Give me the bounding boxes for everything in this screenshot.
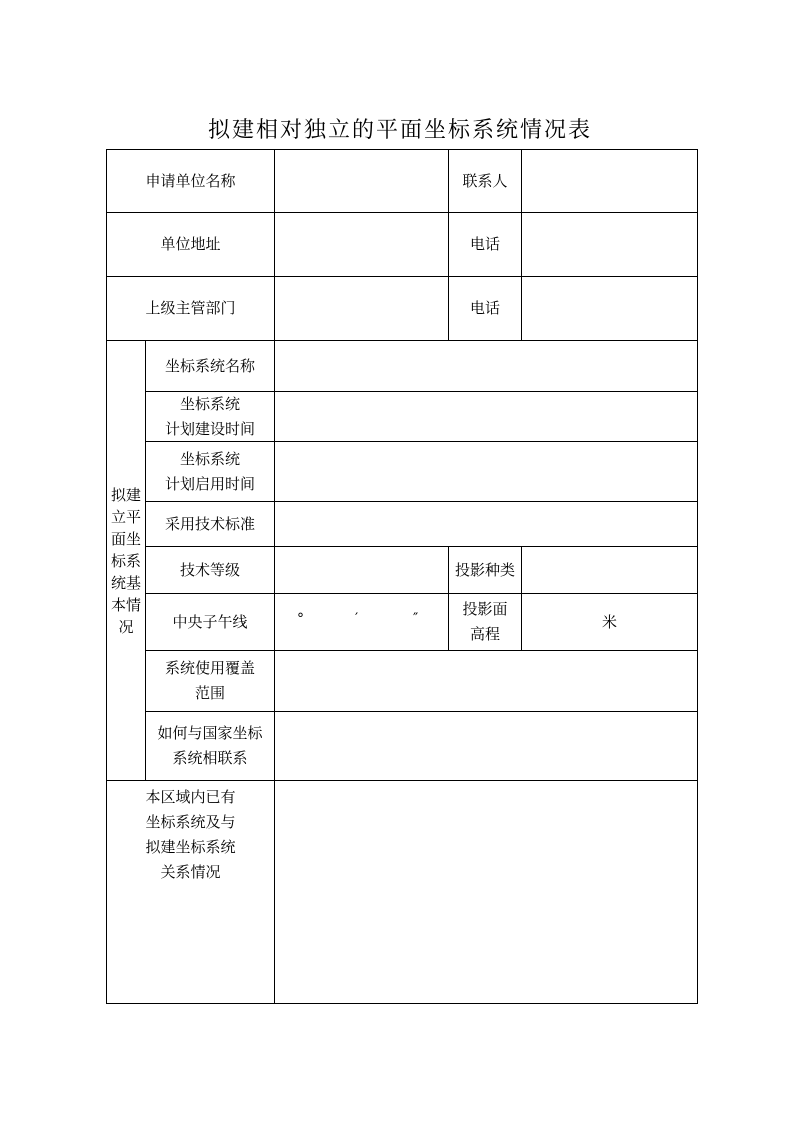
second-mark: ″ — [413, 611, 419, 627]
projection-type-field[interactable] — [521, 546, 698, 594]
superior-phone-field[interactable] — [521, 276, 698, 341]
central-meridian-field[interactable] — [274, 593, 449, 651]
superior-department-label: 上级主管部门 — [106, 276, 275, 341]
technical-grade-field[interactable] — [274, 546, 449, 594]
planned-build-time-label: 坐标系统 计划建设时间 — [145, 391, 275, 442]
form-title: 拟建相对独立的平面坐标系统情况表 — [207, 118, 592, 143]
national-link-field[interactable] — [274, 711, 698, 781]
basic-info-section-label: 拟建 立平 面坐 标系 统基 本情 况 — [106, 340, 146, 781]
superior-phone-label: 电话 — [448, 276, 522, 341]
degree-mark: ° — [297, 611, 304, 627]
technical-standard-label: 采用技术标准 — [145, 501, 275, 547]
coordinate-system-form — [106, 149, 698, 1004]
coordinate-system-name-label: 坐标系统名称 — [145, 340, 275, 392]
existing-systems-label: 本区域内已有 坐标系统及与 拟建坐标系统 关系情况 — [106, 780, 275, 1004]
coordinate-system-name-field[interactable] — [274, 340, 698, 392]
planned-enable-time-field[interactable] — [274, 441, 698, 502]
unit-address-field[interactable] — [274, 212, 449, 277]
contact-person-label: 联系人 — [448, 149, 522, 213]
phone-field[interactable] — [521, 212, 698, 277]
technical-grade-label: 技术等级 — [145, 546, 275, 594]
planned-enable-time-label: 坐标系统 计划启用时间 — [145, 441, 275, 502]
phone-label: 电话 — [448, 212, 522, 277]
unit-address-label: 单位地址 — [106, 212, 275, 277]
existing-systems-field[interactable] — [274, 780, 698, 1004]
contact-person-field[interactable] — [521, 149, 698, 213]
projection-type-label: 投影种类 — [448, 546, 522, 594]
planned-build-time-field[interactable] — [274, 391, 698, 442]
central-meridian-label: 中央子午线 — [145, 593, 275, 651]
technical-standard-field[interactable] — [274, 501, 698, 547]
projection-height-label: 投影面 高程 — [448, 593, 522, 651]
coverage-range-field[interactable] — [274, 650, 698, 712]
projection-height-field[interactable] — [521, 593, 698, 651]
minute-mark: ′ — [355, 611, 359, 627]
national-link-label: 如何与国家坐标 系统相联系 — [145, 711, 275, 781]
applicant-name-field[interactable] — [274, 149, 449, 213]
superior-department-field[interactable] — [274, 276, 449, 341]
applicant-name-label: 申请单位名称 — [106, 149, 275, 213]
coverage-range-label: 系统使用覆盖 范围 — [145, 650, 275, 712]
meter-unit: 米 — [601, 612, 617, 631]
